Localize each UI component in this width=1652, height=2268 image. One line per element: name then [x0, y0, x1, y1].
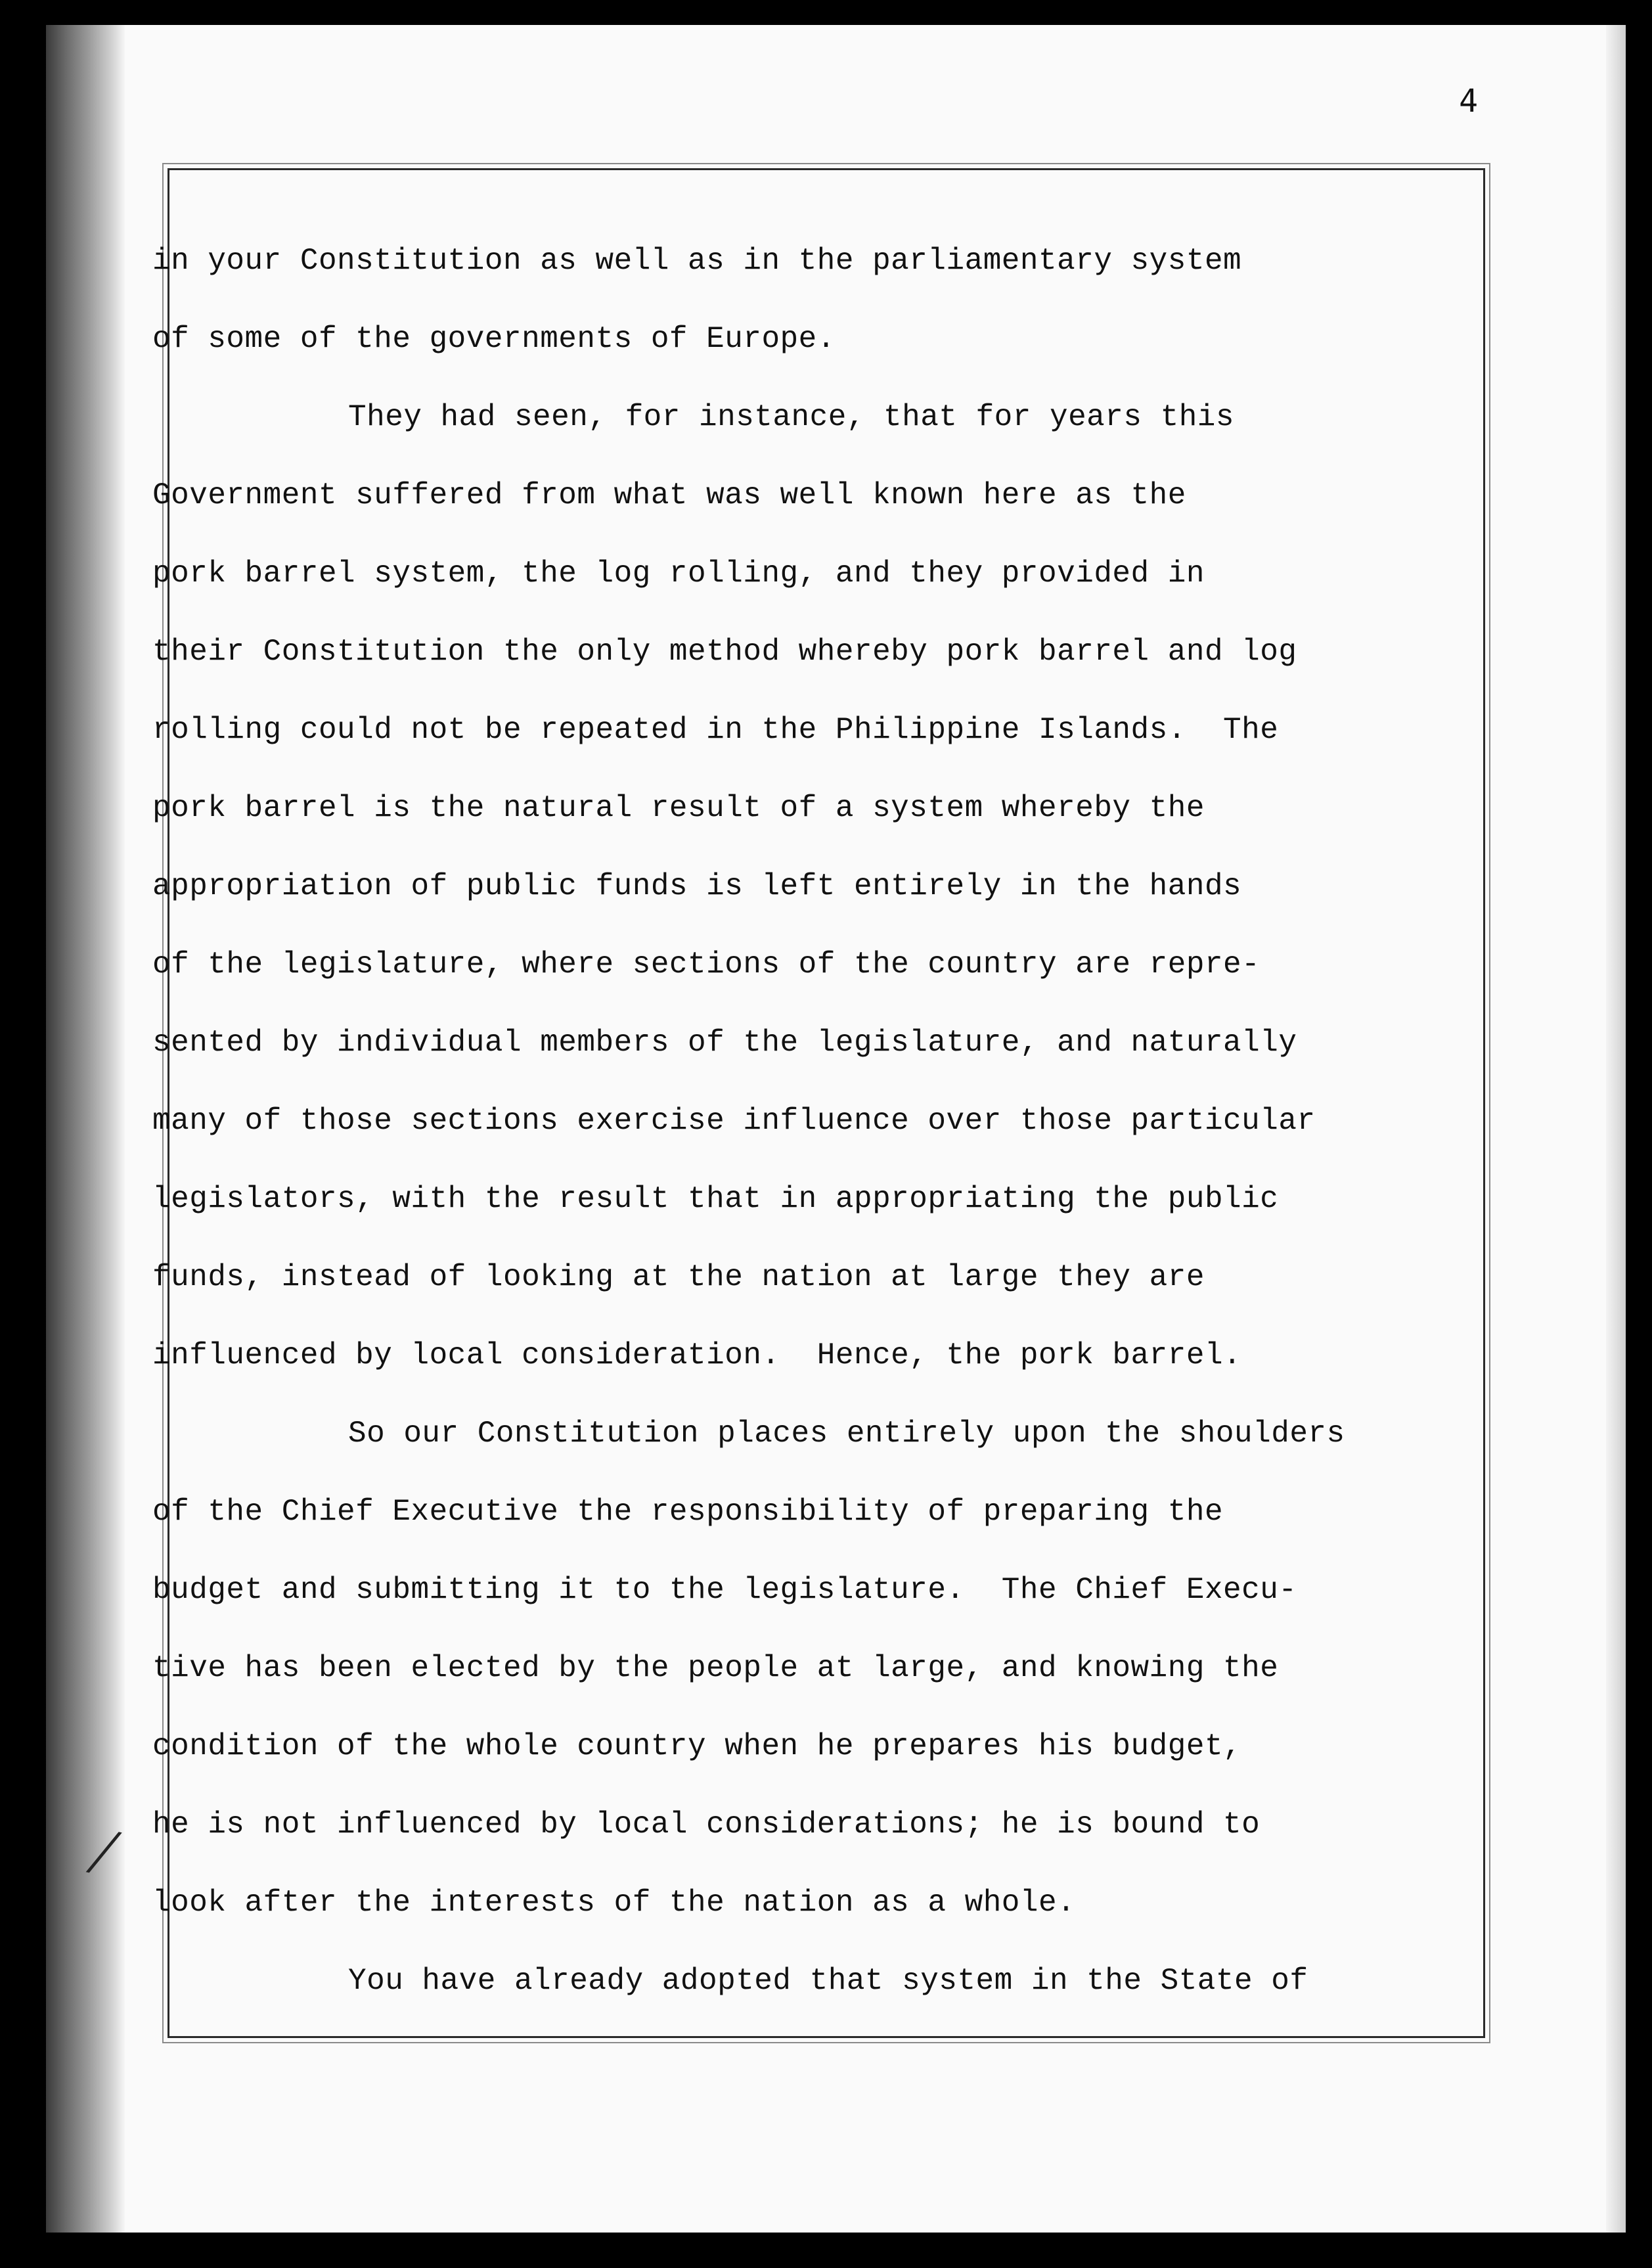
- text-line: of the legislature, where sections of the country are repre-: [152, 947, 1261, 982]
- page-edge-shadow: [1606, 25, 1626, 2233]
- binding-shadow: [46, 25, 125, 2233]
- text-line: funds, instead of looking at the nation at large they are: [152, 1260, 1205, 1294]
- text-line: condition of the whole country when he prepares his budget,: [152, 1729, 1242, 1763]
- text-line: influenced by local consideration. Hence, the pork barrel.: [152, 1338, 1242, 1372]
- text-line: their Constitution the only method whereby pork barrel and log: [152, 635, 1297, 669]
- page-number: 4: [1459, 83, 1478, 120]
- text-line: budget and submitting it to the legislature. The Chief Execu-: [152, 1573, 1297, 1607]
- body-text: [152, 222, 1466, 2020]
- text-line: tive has been elected by the people at large, and knowing the: [152, 1651, 1279, 1685]
- paragraph-start-line: So our Constitution places entirely upon the shoulders: [348, 1417, 1345, 1451]
- text-line: many of those sections exercise influence over those particular: [152, 1104, 1316, 1138]
- text-line: rolling could not be repeated in the Philippine Islands. The: [152, 713, 1279, 747]
- text-line: of some of the governments of Europe.: [152, 322, 836, 356]
- paragraph-start-line: You have already adopted that system in the State of: [348, 1964, 1308, 1998]
- text-line: Government suffered from what was well known here as the: [152, 478, 1186, 512]
- text-line: appropriation of public funds is left entirely in the hands: [152, 869, 1242, 903]
- text-line: in your Constitution as well as in the parliamentary system: [152, 244, 1242, 278]
- text-line: pork barrel system, the log rolling, and they provided in: [152, 556, 1205, 591]
- margin-pencil-mark: ╱: [87, 1828, 121, 1878]
- text-line: he is not influenced by local considerations; he is bound to: [152, 1807, 1261, 1842]
- paragraph-start-line: They had seen, for instance, that for years this: [348, 400, 1235, 434]
- text-line: of the Chief Executive the responsibility of preparing the: [152, 1495, 1224, 1529]
- text-line: pork barrel is the natural result of a system whereby the: [152, 791, 1205, 825]
- text-line: look after the interests of the nation as a whole.: [152, 1886, 1076, 1920]
- text-line: legislators, with the result that in appropriating the public: [152, 1182, 1279, 1216]
- text-line: sented by individual members of the legislature, and naturally: [152, 1026, 1297, 1060]
